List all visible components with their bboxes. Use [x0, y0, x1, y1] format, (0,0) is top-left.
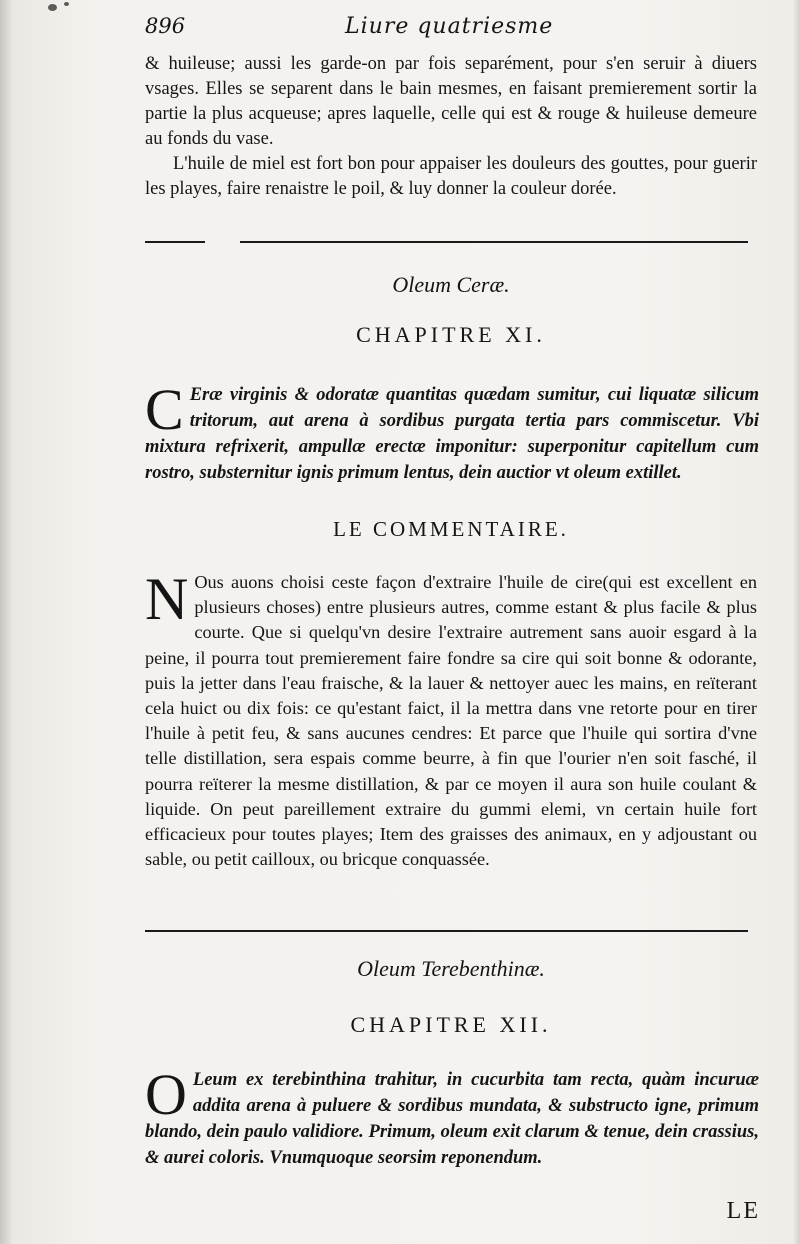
latin-recipe — [145, 377, 759, 486]
latin-text: Leum ex terebinthina trahitur, in cucurbita tam recta, quàm incuruæ addita arena à puluere & sordibus mundata, & substructo igne, primum blando, dein paulo validiore. Primum, oleum exit clarum & tenue, dein crassius, & aurei coloris. Vnumquoque seorsim reponendum. — [145, 1070, 759, 1168]
drop-cap: O — [145, 1062, 187, 1127]
section-divider-short — [145, 241, 205, 243]
latin-text: Eræ virginis & odoratæ quantitas quædam sumitur, cui liquatæ silicum tritorum, aut arena à sordibus purgata tertia pars commiscetur. Vbi mixtura refrixerit, ampullæ erectæ imponitur: superponitur capitellum cum rostro, substernitur ignis primum lentus, dein auctior vt oleum extillet. — [145, 385, 759, 483]
chapter-heading: CHAPITRE XII. — [350, 1012, 552, 1037]
latin-recipe — [145, 1062, 759, 1171]
paragraph-2: L'huile de miel est fort bon pour appaiser les douleurs des gouttes, pour guerir les playes, faire renaistre le poil, & luy donner la couleur dorée. — [145, 154, 757, 199]
page-number: 896 — [145, 14, 186, 38]
commentary-body: Ous auons choisi ceste façon d'extraire l'huile de cire(qui est excellent en plusieurs choses) entre plusieurs autres, comme estant & plus facile & plus courte. Que si quelqu'vn desire l'extraire autrement sans auoir esgard à la peine, il pourra tout premierement faire fondre sa cire qui soit bonne & odorante, puis la jetter dans l'eau fraische, & la lauer & nettoyer auec les mains, en reïterant cela huict ou dix fois: ce qu'estant faict, il la mettra dans vne retorte pour en tirer l'huile à petit feu, & sans aucunes cendres: Et parce que l'huile qui sortira d'vne telle distillation, sera espais comme beurre, à fin que l'ourier n'en soit fasché, il pourra reïterer la mesme distillation, & par ce moyen il aura son huile coulant & liquide. On peut pareillement extraire du gummi elemi, vn certain huile fort efficacieux pour toutes playes; Item des graisses des animaux, en y adjoustant ou sable, ou petit cailloux, ou bricque conquassée. — [145, 572, 757, 870]
continued-text — [145, 52, 757, 202]
commentary-text — [145, 566, 757, 872]
commentary-heading: LE COMMENTAIRE. — [333, 517, 569, 541]
drop-cap: N — [145, 566, 189, 632]
binding-shadow — [0, 0, 14, 1244]
ink-spot — [48, 4, 57, 11]
running-title: Liure quatriesme — [345, 14, 554, 39]
catchword: LE — [726, 1198, 760, 1224]
section-subtitle: Oleum Ceræ. — [392, 272, 510, 297]
section-divider — [145, 930, 748, 932]
ink-spot — [64, 2, 69, 6]
section-divider-long — [240, 241, 748, 243]
page-header — [145, 14, 765, 48]
chapter-heading: CHAPITRE XI. — [356, 322, 546, 347]
drop-cap: C — [145, 377, 184, 442]
page-edge — [792, 0, 800, 1244]
section-subtitle: Oleum Terebenthinæ. — [357, 956, 545, 981]
paragraph-1: & huileuse; aussi les garde-on par fois separément, pour s'en seruir à diuers vsages. Elles se separent dans le bain mesmes, en faisant premierement sortir la partie la plus acqueuse; apres laquelle, celle qui est & rouge & huileuse demeure au fonds du vase. — [145, 54, 757, 149]
